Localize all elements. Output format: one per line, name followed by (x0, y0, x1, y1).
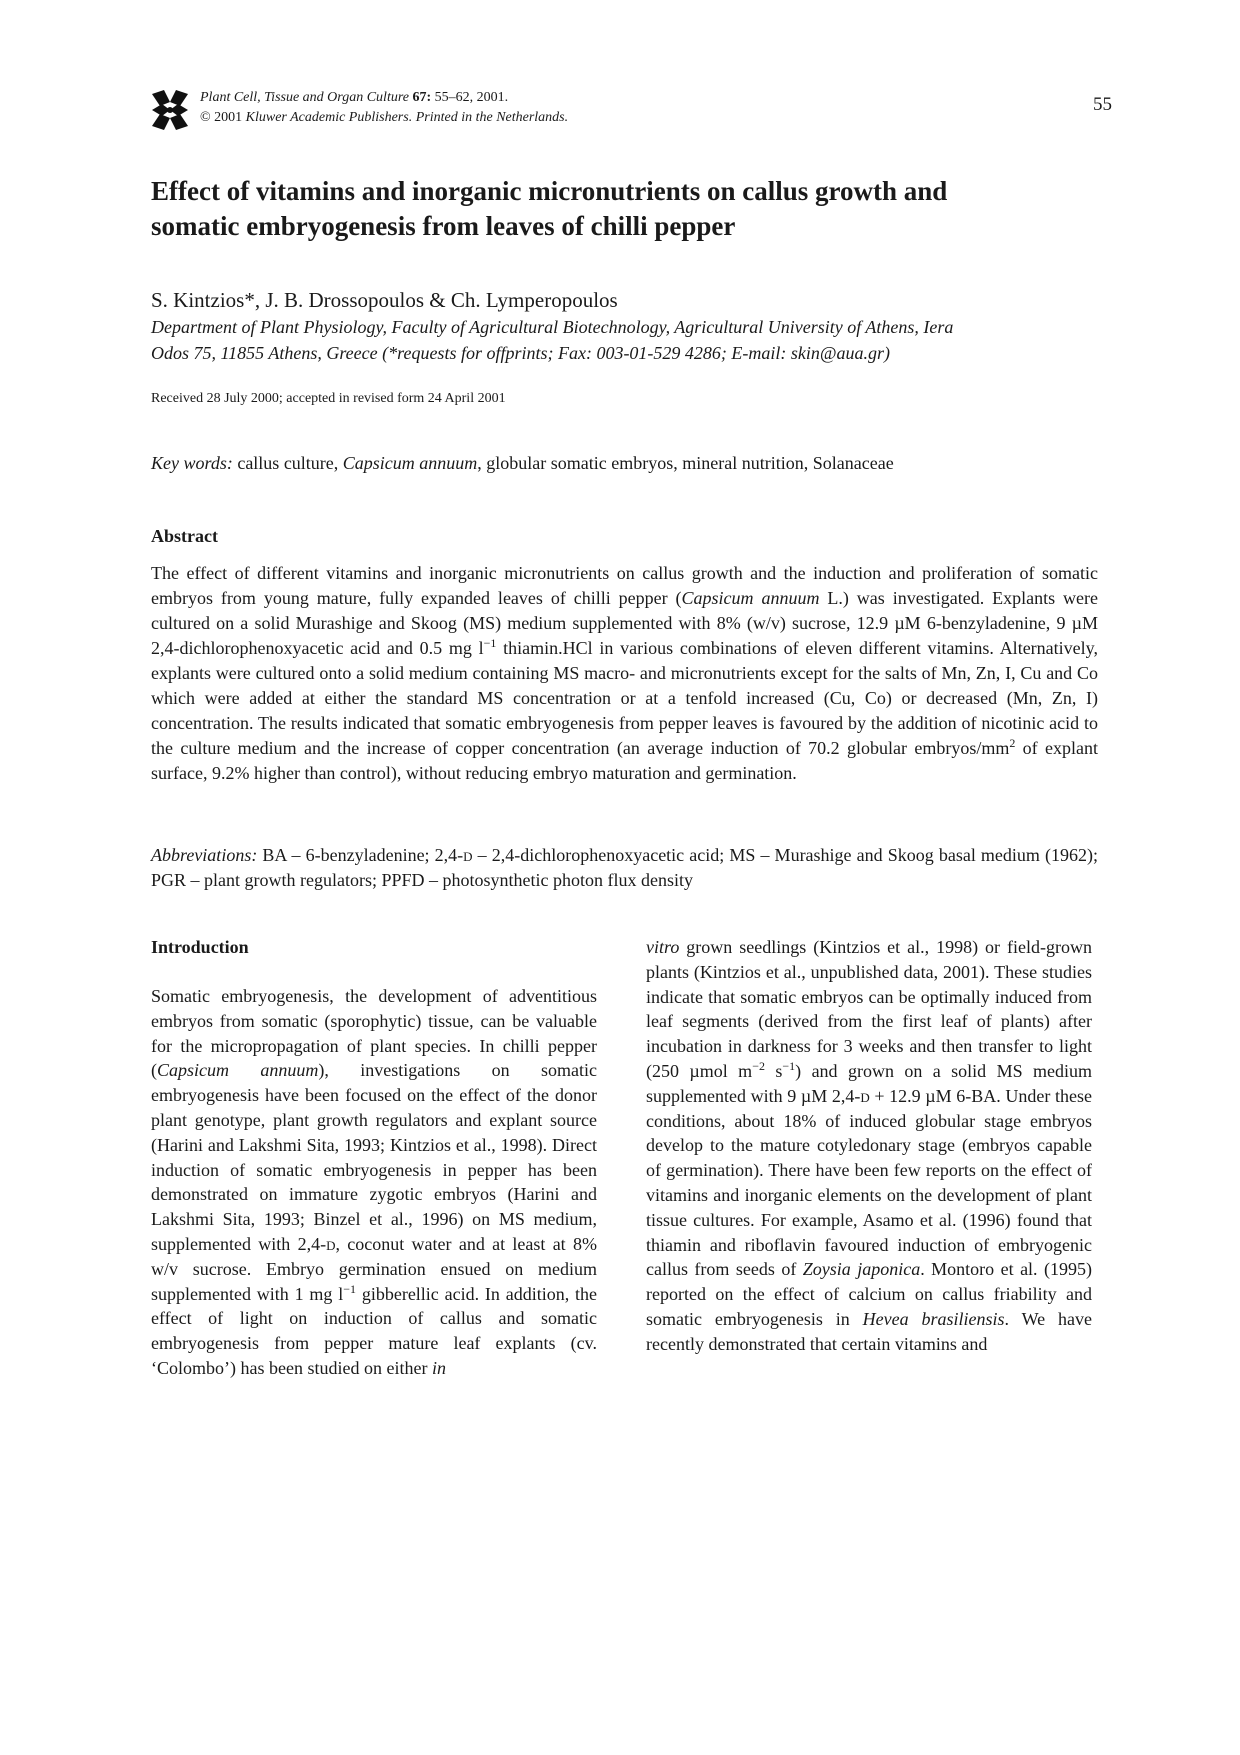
journal-name: Plant Cell, Tissue and Organ Culture (200, 90, 409, 105)
intro-right-text-2: s (764, 1060, 783, 1081)
abstract-text-1: The effect of different vitamins and inorganic micronutrients on callus growth and the induction and proliferation of somatic embryos from young mature, fully expanded leaves of chilli pepper ( (151, 563, 1098, 608)
keywords (151, 451, 1101, 475)
intro-right-species-1: Zoysia japonica (802, 1259, 921, 1280)
intro-right-species-2: Hevea brasiliensis (862, 1308, 1005, 1329)
intro-left-text-1: Somatic embryogenesis, the development of adventitious embryos from somatic (sporophytic) tissue, can be valuable for the micropropagation of plant species. In chilli pepper ( (151, 986, 597, 1081)
abstract-text-4: of explant surface, 9.2% higher than control), without reducing embryo maturation and germination. (151, 738, 1098, 783)
affiliation (151, 314, 1098, 366)
intro-right-sup-1: −2 (752, 1058, 765, 1073)
intro-left-in: in (431, 1357, 446, 1378)
intro-left-text-4: gibberellic acid. In addition, the effect of light on induction of callus and somatic embryogenesis from pepper mature leaf explants (cv. ‘Colombo’) has been studied on either (151, 1283, 597, 1378)
intro-right-sup-2: −1 (782, 1058, 796, 1073)
abbreviations-small-cap-d: d (463, 845, 473, 865)
copyright-year: © 2001 (200, 110, 243, 125)
intro-right-text-1: grown seedlings (Kintzios et al., 1998) or field-grown plants (Kintzios et al., unpublished data, 2001). These studies indicate that somatic embryos can be optimally induced from leaf segments (derived from the first leaf of plants) after incubation in darkness for 3 weeks and then transfer to light (250 µmol m (646, 937, 1092, 1081)
intro-right-text-4: + 12.9 µM 6-BA. Under these conditions, about 18% of induced globular stage embryos develop to the mature cotyledonary stage (embryos capable of germination). There have been few reports on the effect of vitamins and inorganic elements on the development of plant tissue cultures. For example, Asamo et al. (1996) found that thiamin and riboflavin favoured induction of embryogenic callus from seeds of (646, 1085, 1092, 1280)
abstract-text-3: thiamin.HCl in various combinations of eleven different vitamins. Alternatively, explants were cultured onto a solid medium containing MS macro- and micronutrients except for the salts of Mn, Zn, I, Cu and Co which were added at either the standard MS concentration or at a tenfold increased (Cu, Co) or decreased (Mn, Zn, I) concentration. The results indicated that somatic embryogenesis from pepper leaves is favoured by the addition of nicotinic acid to the culture medium and the increase of copper concentration (an average induction of 70.2 globular embryos/mm (151, 638, 1098, 758)
abstract-sup-1: −1 (483, 636, 497, 650)
journal-volume: 67: (412, 90, 432, 105)
intro-left-small-cap-d: d (326, 1233, 336, 1254)
affiliation-line-1: Department of Plant Physiology, Faculty of Agricultural Biotechnology, Agricultural University of Athens, Iera (151, 317, 954, 337)
publisher: Kluwer Academic Publishers. (245, 110, 413, 125)
intro-right-vitro: vitro (646, 937, 680, 957)
abstract-text-2: L.) was investigated. Explants were cultured on a solid Murashige and Skoog (MS) medium supplemented with 8% (w/v) sucrose, 12.9 µM 6-benzyladenine, 9 µM 2,4-dichlorophenoxyacetic acid and 0.5 mg l (151, 588, 1098, 658)
journal-citation (200, 88, 568, 128)
abbreviations-text-2: – 2,4-dichlorophenoxyacetic acid; MS – Murashige and Skoog basal medium (1962); PGR – plant growth regulators; PPFD – photosynthetic photon flux density (151, 845, 1098, 890)
introduction-left-column (151, 984, 597, 1381)
abstract-body (151, 561, 1098, 786)
keywords-text-b: , globular somatic embryos, mineral nutrition, Solanaceae (477, 453, 894, 473)
journal-pages-year: 55–62, 2001. (434, 90, 509, 105)
printed-location: Printed in the Netherlands. (415, 110, 569, 125)
intro-left-sup: −1 (343, 1281, 357, 1296)
intro-right-text-6: . We have recently demonstrated that certain vitamins and (646, 1308, 1092, 1354)
title-line-2: somatic embryogenesis from leaves of chilli pepper (151, 211, 736, 241)
page-number: 55 (1093, 94, 1112, 115)
intro-right-text-5: . Montoro et al. (1995) reported on the effect of calcium on callus friability and somatic embryogenesis in (646, 1259, 1092, 1329)
keywords-species: Capsicum annuum (342, 453, 478, 473)
intro-right-small-cap-d: d (860, 1085, 870, 1106)
received-dates: Received 28 July 2000; accepted in revised form 24 April 2001 (151, 391, 506, 406)
intro-left-species: Capsicum annuum (157, 1060, 319, 1081)
abstract-heading: Abstract (151, 526, 218, 546)
introduction-heading: Introduction (151, 937, 249, 957)
title-line-1: Effect of vitamins and inorganic micronutrients on callus growth and (151, 176, 948, 206)
abbreviations-text-1: BA – 6-benzyladenine; 2,4- (257, 845, 464, 865)
abbreviations (151, 843, 1098, 893)
abbreviations-label: Abbreviations: (151, 845, 258, 865)
abstract-species: Capsicum annuum (681, 588, 820, 608)
intro-left-text-3: , coconut water and at least at 8% w/v sucrose. Embryo germination ensued on medium supplemented with 1 mg l (151, 1233, 597, 1304)
intro-left-text-2: ), investigations on somatic embryogenesis have been focused on the effect of the donor plant genotype, plant growth regulators and explant source (Harini and Lakshmi Sita, 1993; Kintzios et al., 1998). Direct induction of somatic embryogenesis in pepper has been demonstrated on immature zygotic embryos (Harini and Lakshmi Sita, 1993; Binzel et al., 1996) on MS medium, supplemented with 2,4- (151, 1060, 598, 1254)
kluwer-logo-icon (150, 88, 190, 132)
paper-title (151, 174, 1101, 244)
introduction-right-column (646, 935, 1092, 1357)
keywords-text-a: callus culture, (237, 453, 339, 473)
affiliation-line-2: Odos 75, 11855 Athens, Greece (*requests for offprints; Fax: 003-01-529 4286; E-mail: skin@aua.gr) (151, 343, 890, 363)
abstract-sup-2: 2 (1009, 736, 1016, 750)
authors: S. Kintzios*, J. B. Drossopoulos & Ch. Lymperopoulos (151, 288, 618, 312)
intro-right-text-3: ) and grown on a solid MS medium supplemented with 9 µM 2,4- (646, 1060, 1092, 1106)
keywords-label: Key words: (151, 453, 233, 473)
